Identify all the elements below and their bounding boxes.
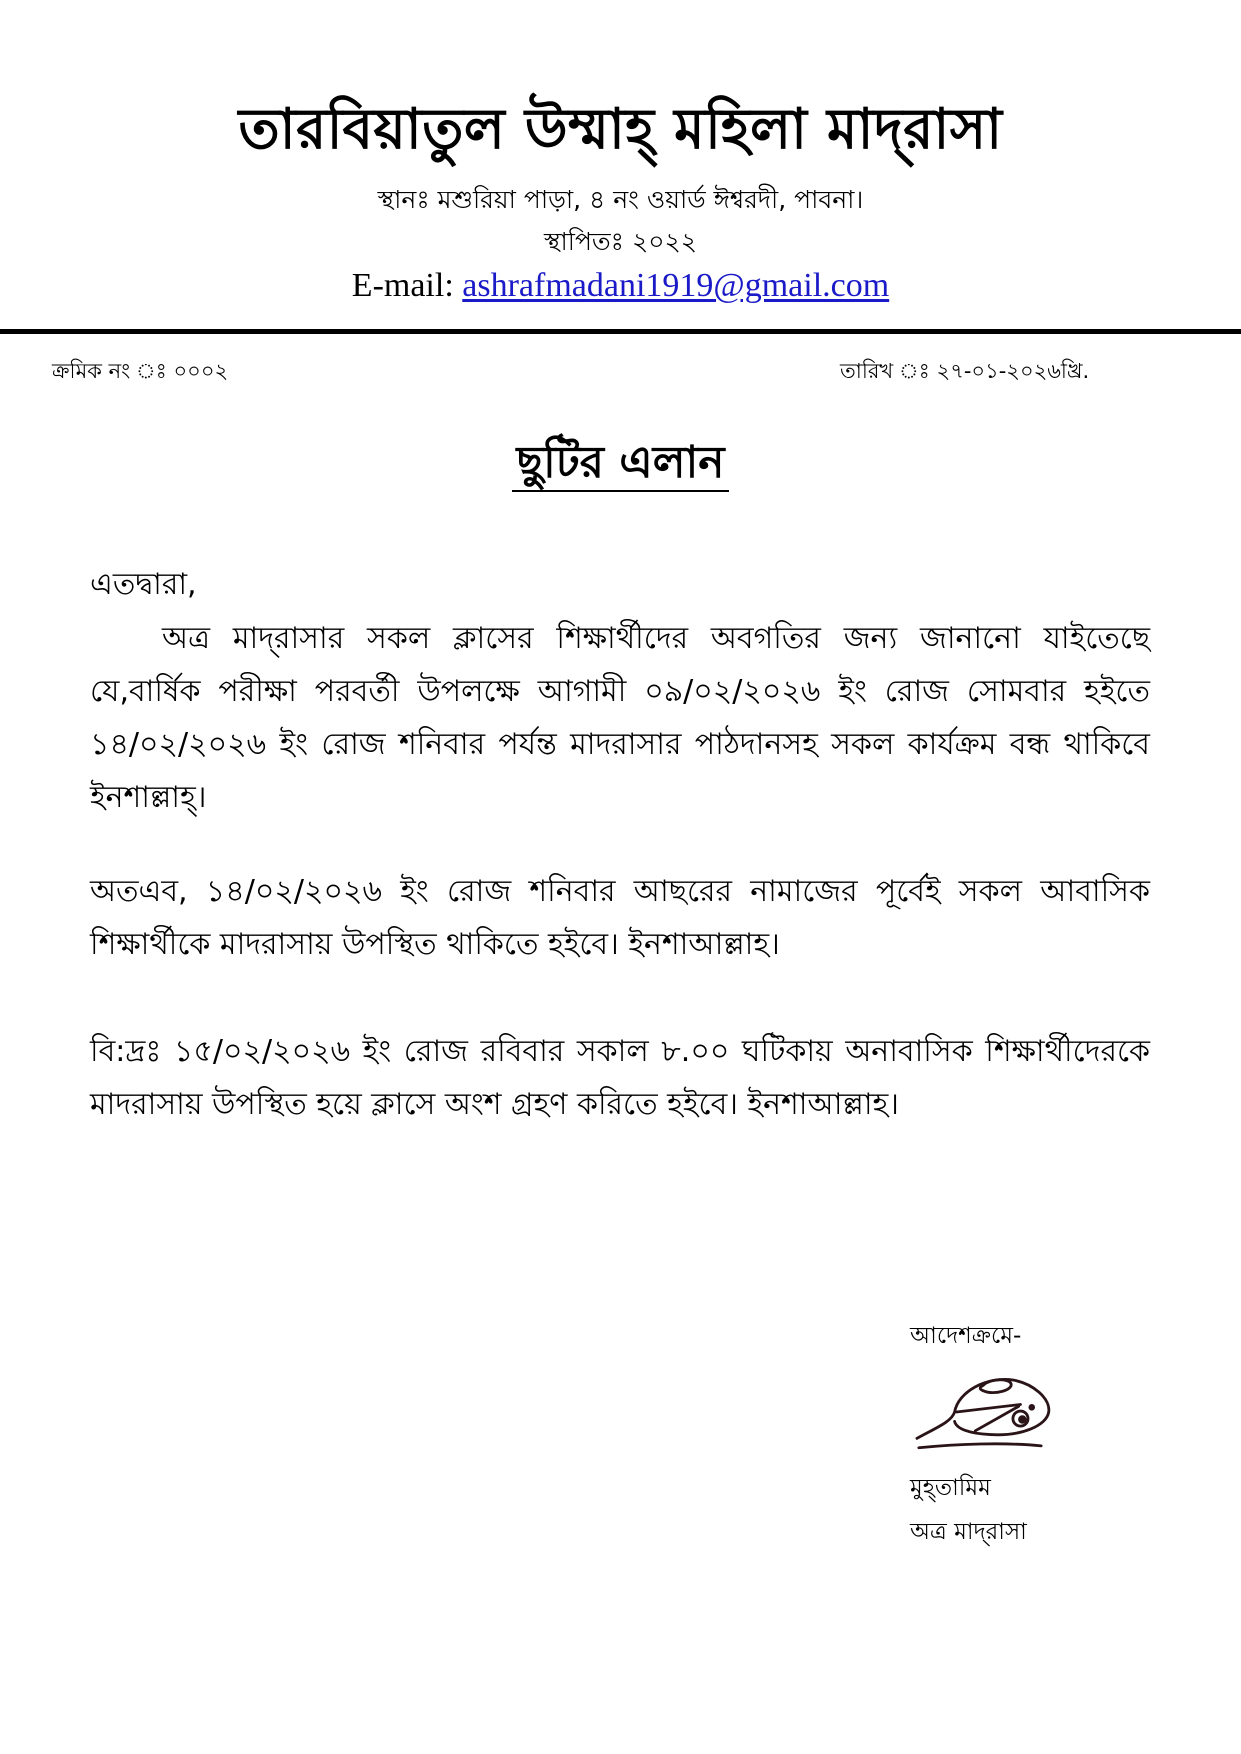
header-divider [0, 329, 1241, 334]
signature-block [910, 1318, 1130, 1554]
signatory-title: মুহ্‌তামিম [910, 1475, 991, 1501]
organization-name: তারবিয়াতুল উম্মাহ্ মহিলা মাদ্‌রাসা [238, 97, 1003, 162]
signature-icon [900, 1362, 1060, 1462]
salutation: এতদ্বারা, [90, 567, 197, 602]
signatory-organization: অত্র মাদ্‌রাসা [910, 1519, 1027, 1545]
notice-paragraph-1: অত্র মাদ্‌রাসার সকল ক্লাসের শিক্ষার্থীদের অবগতির জন্য জানানো যাইতেছে যে,বার্ষিক পরীক্ষা পরবর্তী উপলক্ষে আগামী ০৯/০২/২০২৬ ইং রোজ সোমবার হইতে ১৪/০২/২০২৬ ইং রোজ শনিবার পর্যন্ত মাদরাসার পাঠদানসহ সকল কার্যক্রম বন্ধ থাকিবে ইনশাল্লাহ্। [90, 621, 1150, 815]
email-label: E-mail: [351, 267, 463, 304]
issue-date: তারিখ ঃ ২৭-০১-২০২৬খ্রি. [840, 359, 1090, 383]
notice-paragraph-3: বি:দ্রঃ ১৫/০২/২০২৬ ইং রোজ রবিবার সকাল ৮.০০ ঘটিকায় অনাবাসিক শিক্ষার্থীদেরকে মাদরাসায় উপস্থিত হয়ে ক্লাসে অংশ গ্রহণ করিতে হইবে। ইনশাআল্লাহ। [90, 1034, 1150, 1122]
organization-email-line [0, 264, 1241, 308]
serial-number: ক্রমিক নং ঃ ০০০২ [52, 359, 229, 383]
organization-address: স্থানঃ মশুরিয়া পাড়া, ৪ নং ওয়ার্ড ঈশ্বরদী, পাবনা। [377, 185, 864, 214]
email-link[interactable]: ashrafmadani1919@gmail.com [462, 267, 890, 304]
organization-established: স্থাপিতঃ ২০২২ [544, 227, 697, 256]
by-order-label: আদেশক্রমে- [910, 1323, 1022, 1349]
notice-paragraph-2: অতএব, ১৪/০২/২০২৬ ইং রোজ শনিবার আছরের নামাজের পূর্বেই সকল আবাসিক শিক্ষার্থীকে মাদরাসায় উপস্থিত থাকিতে হইবে। ইনশাআল্লাহ। [90, 874, 1150, 962]
notice-title-text: ছুটির এলান [512, 437, 728, 492]
notice-title [0, 428, 1241, 498]
